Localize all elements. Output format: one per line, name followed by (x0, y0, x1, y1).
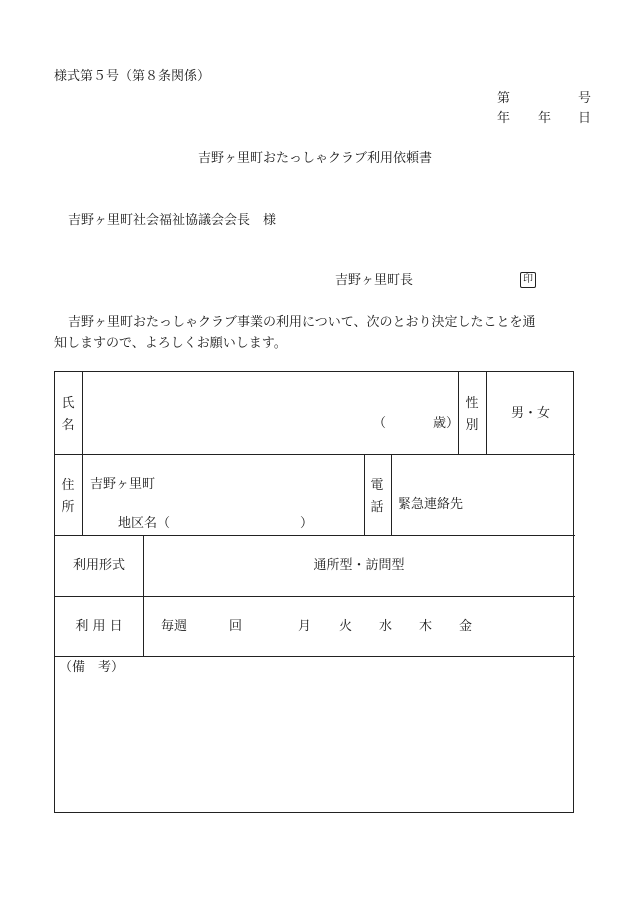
form-number: 様式第５号（第８条関係） (54, 69, 211, 84)
col-divider (391, 454, 392, 535)
times-label: 回 (229, 619, 243, 634)
date-month: 年 (538, 111, 552, 126)
form-table (54, 371, 574, 813)
address-label: 住 所 (61, 478, 75, 515)
usage-day-label: 利 用 日 (75, 619, 123, 634)
document-title: 吉野ヶ里町おたっしゃクラブ利用依頼書 (197, 151, 432, 166)
gender-label: 性 別 (465, 396, 479, 433)
remarks-label: （備 考） (59, 660, 125, 675)
district-field: 地区名（ ） (118, 516, 314, 531)
phone-label: 電 話 (370, 478, 384, 515)
doc-number-prefix: 第 (497, 91, 511, 106)
date-year: 年 (497, 111, 511, 126)
row-divider (55, 656, 575, 657)
sender-name: 吉野ヶ里町長 (335, 273, 414, 288)
day-tuesday: 火 (339, 619, 353, 634)
gender-options: 男・女 (510, 406, 550, 421)
body-line-1: 吉野ヶ里町おたっしゃクラブ事業の利用について、次のとおり決定したことを通 (68, 315, 536, 330)
age-open: （ (373, 416, 387, 431)
row-divider (55, 596, 575, 597)
address-prefix: 吉野ヶ里町 (90, 477, 156, 492)
col-divider (364, 454, 365, 535)
date-day: 日 (578, 111, 592, 126)
doc-number-suffix: 号 (578, 91, 592, 106)
row-divider (55, 454, 575, 455)
col-divider (458, 372, 459, 454)
weekly-label: 毎週 (161, 619, 188, 634)
day-wednesday: 水 (379, 619, 393, 634)
age-close: 歳） (433, 416, 460, 431)
row-divider (55, 535, 575, 536)
day-monday: 月 (298, 619, 312, 634)
addressee: 吉野ヶ里町社会福祉協議会会長 様 (68, 213, 277, 228)
emergency-contact-label: 緊急連絡先 (398, 497, 464, 512)
usage-type-label: 利用形式 (72, 558, 125, 573)
seal-mark: 印 (520, 272, 536, 288)
col-divider (82, 372, 83, 535)
body-line-2: 知しますので、よろしくお願いします。 (54, 336, 287, 351)
col-divider (143, 535, 144, 656)
name-label: 氏 名 (61, 396, 75, 433)
day-friday: 金 (459, 619, 473, 634)
usage-type-options: 通所型・訪問型 (313, 558, 405, 573)
day-thursday: 木 (419, 619, 433, 634)
